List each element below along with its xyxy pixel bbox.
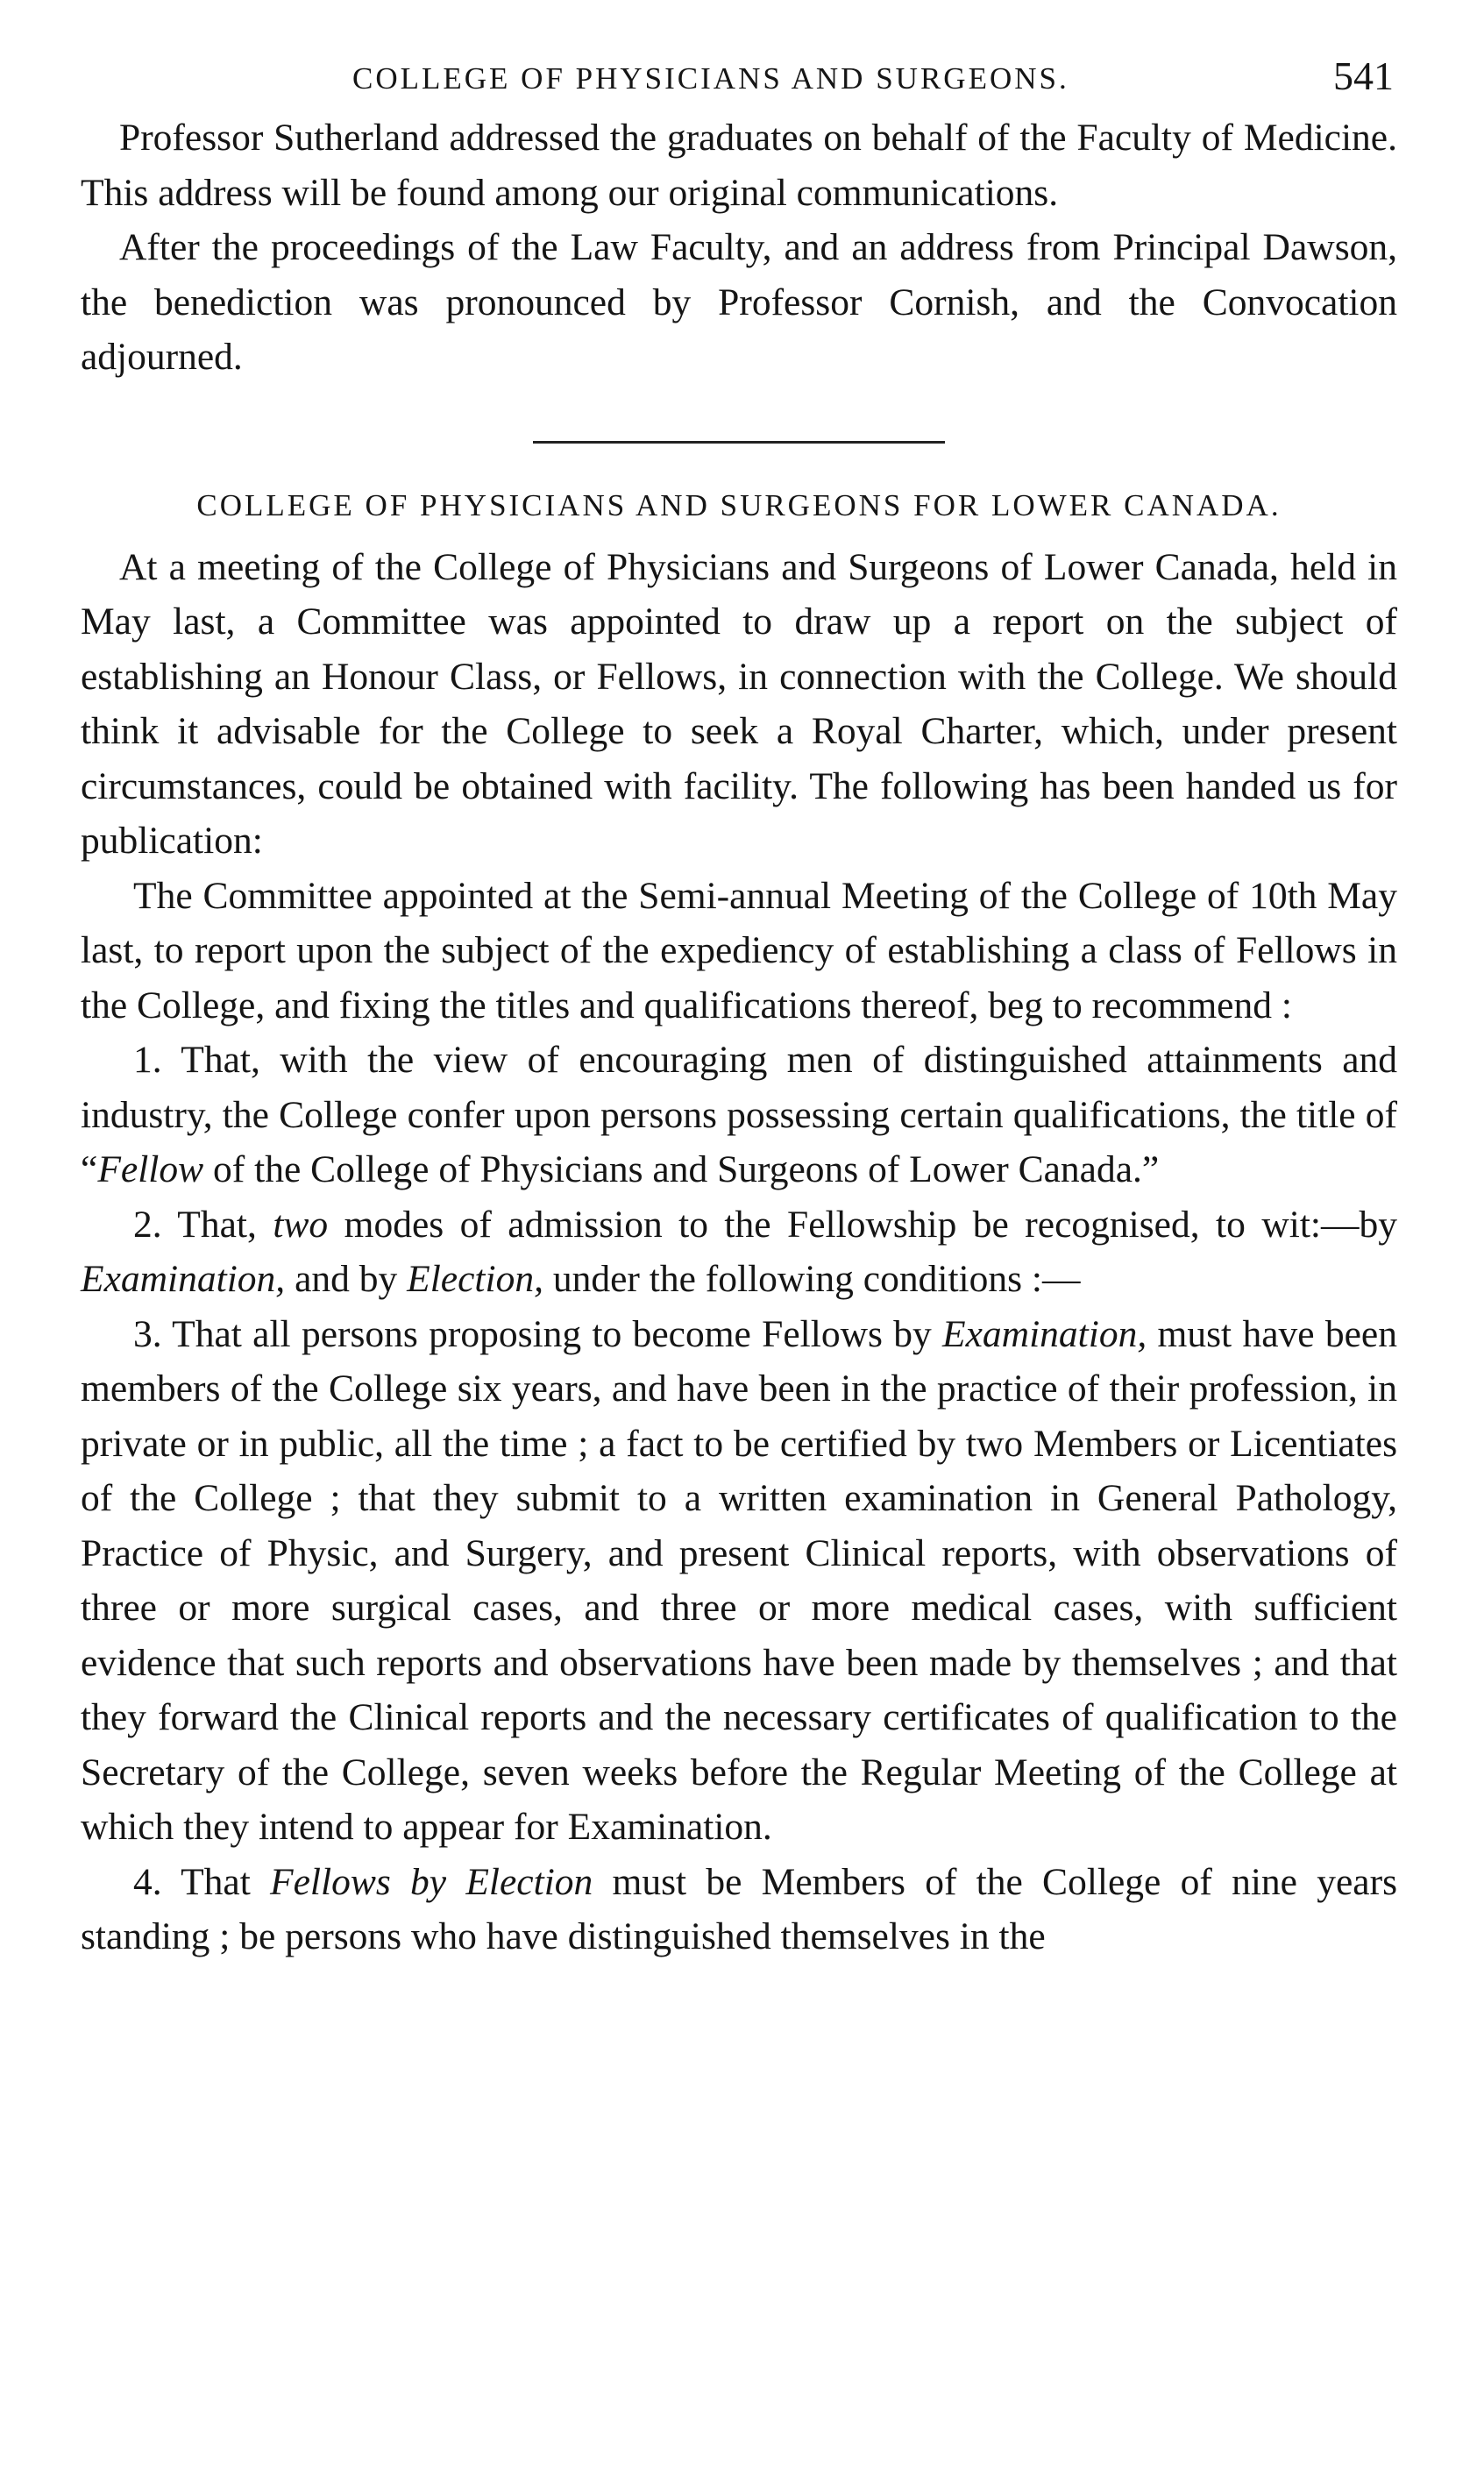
running-head (81, 49, 1397, 110)
section-divider (533, 441, 945, 444)
item-1-text-b: of the College of Physicians and Surgeons of Lower Canada.” (203, 1148, 1160, 1190)
item-1-text-a: 1. That, with the view of encouraging men of distinguished attainments and industry, the College confer upon persons possessing certain qualifications, the title of “ (81, 1039, 1397, 1190)
section-heading: COLLEGE OF PHYSICIANS AND SURGEONS FOR LOWER CANADA. (196, 487, 1282, 522)
page-number: 541 (1333, 53, 1394, 98)
intro-paragraph-1: Professor Sutherland addressed the graduates on behalf of the Faculty of Medicine. This address will be found among our original communications. (81, 117, 1397, 214)
item-4-emphasis: Fellows by Election (270, 1860, 593, 1903)
item-1-emphasis: Fellow (97, 1148, 204, 1190)
recommendation-item-1 (81, 1033, 1397, 1197)
section-paragraph-1: At a meeting of the College of Physicians and Surgeons of Lower Canada, held in May last, a Committee was appointed to draw up a report on the subject of establishing an Honour Class, or Fellows, in connection with the College. We should think it advisable for the College to seek a Royal Charter, which, under present circumstances, could be obtained with facility. The following has been handed us for publication: (81, 545, 1397, 862)
recommendation-item-3 (81, 1307, 1397, 1855)
document-page (81, 49, 1397, 1964)
recommendation-item-2 (81, 1197, 1397, 1307)
item-4-text-b: must be Members of the College of nine years standing ; be persons who have distinguished themselves in the (81, 1860, 1397, 1957)
item-2-text-a: 2. That, (133, 1203, 273, 1246)
intro-paragraph-2: After the proceedings of the Law Faculty, and an address from Principal Dawson, the benediction was pronounced by Professor Cornish, and the Convocation adjourned. (81, 226, 1397, 378)
item-4-text-a: 4. That (133, 1860, 271, 1903)
item-2-emphasis-3: Election, (407, 1258, 543, 1300)
item-2-emphasis-1: two (273, 1203, 329, 1246)
item-3-text-a: 3. That all persons proposing to become Fellows by (133, 1312, 943, 1355)
item-2-emphasis-2: Examination, (81, 1258, 286, 1300)
item-2-text-d: under the following conditions :— (543, 1258, 1081, 1300)
recommendation-item-4 (81, 1855, 1397, 1964)
running-title: COLLEGE OF PHYSICIANS AND SURGEONS. (352, 61, 1069, 96)
item-2-text-c: and by (285, 1258, 408, 1300)
item-3-emphasis: Examination, (942, 1312, 1147, 1355)
committee-paragraph: The Committee appointed at the Semi-annual Meeting of the College of 10th May last, to report upon the subject of the expediency of establishing a class of Fellows in the College, and fixing the titles and qualifications thereof, beg to recommend : (81, 874, 1397, 1026)
item-2-text-b: modes of admission to the Fellowship be recognised, to wit:—by (328, 1203, 1397, 1246)
item-3-text-b: must have been members of the College six years, and have been in the practice of their profession, in private or in public, all the time ; a fact to be certified by two Members or Licentiates of the College ; that they submit to a written examination in General Pathology, Practice of Physic, and Surgery, and present Clinical reports, with observations of three or more surgical cases, and three or more medical cases, with sufficient evidence that such reports and observations have been made by themselves ; and that they forward the Clinical reports and the necessary certificates of qualification to the Secretary of the College, seven weeks before the Regular Meeting of the College at which they intend to appear for Examination. (81, 1312, 1397, 1848)
